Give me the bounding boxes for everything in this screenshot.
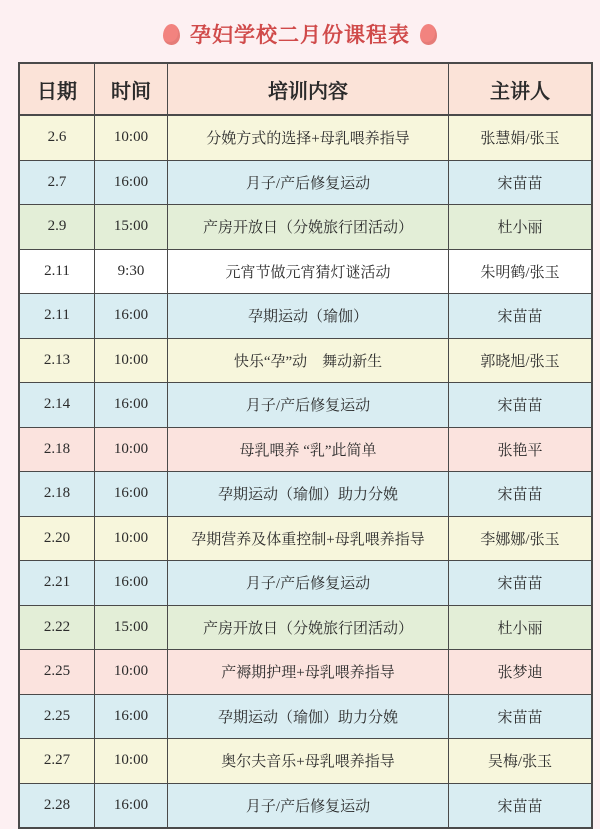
cell-date: 2.18	[19, 472, 95, 517]
cell-speaker: 朱明鹤/张玉	[449, 249, 593, 294]
cell-time: 10:00	[95, 338, 168, 383]
table-row	[19, 783, 592, 828]
flower-dot-left-icon	[163, 24, 180, 45]
table-row	[19, 650, 592, 695]
cell-content: 快乐“孕”动 舞动新生	[168, 338, 449, 383]
cell-date: 2.14	[19, 383, 95, 428]
cell-speaker: 宋苗苗	[449, 160, 593, 205]
cell-time: 16:00	[95, 383, 168, 428]
schedule-table-wrap	[0, 62, 600, 829]
flower-dot-right-icon	[420, 24, 437, 45]
cell-content: 产房开放日（分娩旅行团活动）	[168, 205, 449, 250]
table-row	[19, 427, 592, 472]
cell-speaker: 宋苗苗	[449, 694, 593, 739]
table-row	[19, 605, 592, 650]
column-header-content: 培训内容	[168, 63, 449, 115]
cell-content: 产房开放日（分娩旅行团活动）	[168, 605, 449, 650]
cell-content: 孕期营养及体重控制+母乳喂养指导	[168, 516, 449, 561]
column-header-time: 时间	[95, 63, 168, 115]
table-row	[19, 338, 592, 383]
cell-content: 元宵节做元宵猜灯谜活动	[168, 249, 449, 294]
cell-speaker: 杜小丽	[449, 605, 593, 650]
cell-content: 孕期运动（瑜伽）助力分娩	[168, 472, 449, 517]
cell-time: 10:00	[95, 115, 168, 160]
cell-date: 2.18	[19, 427, 95, 472]
table-row	[19, 205, 592, 250]
cell-date: 2.11	[19, 249, 95, 294]
cell-time: 16:00	[95, 561, 168, 606]
cell-speaker: 郭晓旭/张玉	[449, 338, 593, 383]
cell-date: 2.28	[19, 783, 95, 828]
cell-time: 15:00	[95, 605, 168, 650]
cell-speaker: 张慧娟/张玉	[449, 115, 593, 160]
table-row	[19, 472, 592, 517]
cell-date: 2.11	[19, 294, 95, 339]
cell-content: 分娩方式的选择+母乳喂养指导	[168, 115, 449, 160]
cell-content: 月子/产后修复运动	[168, 160, 449, 205]
page-title-bar	[0, 0, 600, 62]
table-header-row	[19, 63, 592, 115]
table-row	[19, 694, 592, 739]
cell-date: 2.6	[19, 115, 95, 160]
cell-speaker: 吴梅/张玉	[449, 739, 593, 784]
table-row	[19, 160, 592, 205]
table-row	[19, 383, 592, 428]
cell-speaker: 杜小丽	[449, 205, 593, 250]
cell-date: 2.9	[19, 205, 95, 250]
cell-content: 母乳喂养 “乳”此简单	[168, 427, 449, 472]
cell-date: 2.21	[19, 561, 95, 606]
cell-speaker: 张梦迪	[449, 650, 593, 695]
cell-speaker: 宋苗苗	[449, 561, 593, 606]
cell-date: 2.25	[19, 650, 95, 695]
cell-content: 奥尔夫音乐+母乳喂养指导	[168, 739, 449, 784]
column-header-date: 日期	[19, 63, 95, 115]
cell-time: 10:00	[95, 427, 168, 472]
cell-date: 2.13	[19, 338, 95, 383]
cell-content: 孕期运动（瑜伽）助力分娩	[168, 694, 449, 739]
cell-content: 产褥期护理+母乳喂养指导	[168, 650, 449, 695]
cell-time: 9:30	[95, 249, 168, 294]
column-header-speaker: 主讲人	[449, 63, 593, 115]
cell-date: 2.7	[19, 160, 95, 205]
table-header	[19, 63, 592, 115]
cell-time: 10:00	[95, 650, 168, 695]
cell-content: 月子/产后修复运动	[168, 383, 449, 428]
table-row	[19, 516, 592, 561]
table-row	[19, 115, 592, 160]
table-body	[19, 115, 592, 828]
cell-content: 孕期运动（瑜伽）	[168, 294, 449, 339]
cell-speaker: 宋苗苗	[449, 472, 593, 517]
cell-date: 2.20	[19, 516, 95, 561]
cell-speaker: 李娜娜/张玉	[449, 516, 593, 561]
cell-date: 2.22	[19, 605, 95, 650]
schedule-table	[18, 62, 593, 829]
cell-time: 16:00	[95, 160, 168, 205]
page-title: 孕妇学校二月份课程表	[190, 23, 410, 47]
table-row	[19, 739, 592, 784]
cell-date: 2.27	[19, 739, 95, 784]
cell-date: 2.25	[19, 694, 95, 739]
cell-time: 10:00	[95, 516, 168, 561]
table-row	[19, 294, 592, 339]
cell-content: 月子/产后修复运动	[168, 561, 449, 606]
cell-speaker: 宋苗苗	[449, 294, 593, 339]
cell-speaker: 张艳平	[449, 427, 593, 472]
cell-time: 16:00	[95, 694, 168, 739]
cell-content: 月子/产后修复运动	[168, 783, 449, 828]
cell-time: 16:00	[95, 294, 168, 339]
cell-speaker: 宋苗苗	[449, 383, 593, 428]
table-row	[19, 561, 592, 606]
cell-speaker: 宋苗苗	[449, 783, 593, 828]
cell-time: 16:00	[95, 472, 168, 517]
cell-time: 16:00	[95, 783, 168, 828]
cell-time: 15:00	[95, 205, 168, 250]
cell-time: 10:00	[95, 739, 168, 784]
table-row	[19, 249, 592, 294]
